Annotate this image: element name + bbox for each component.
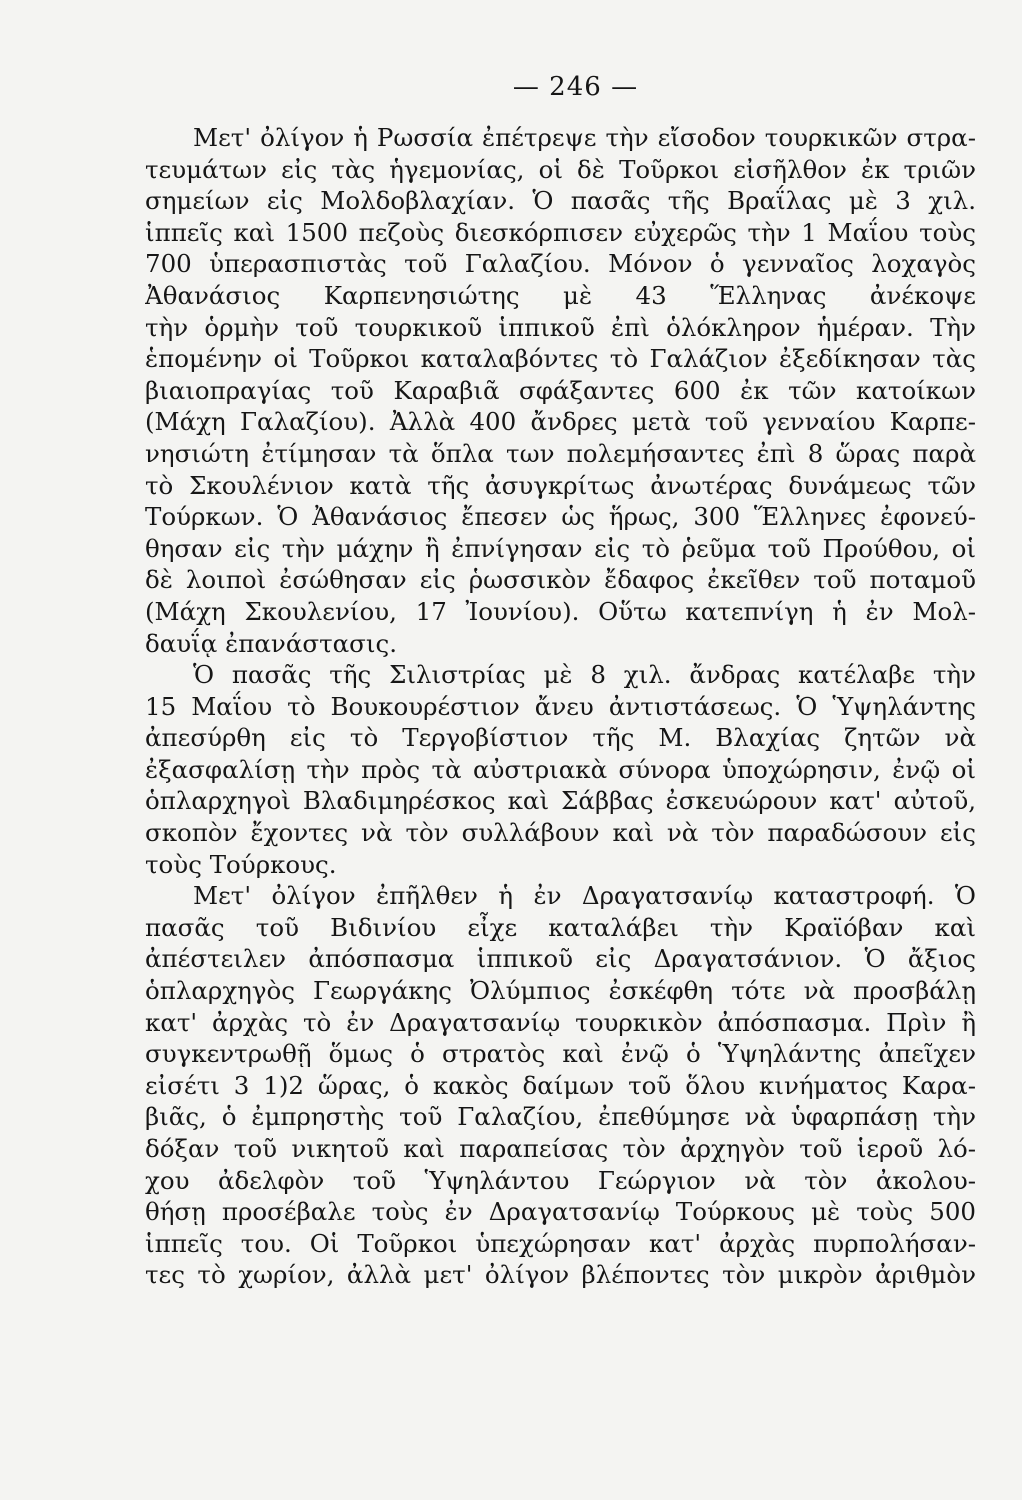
text-line: τὴν ὁρμὴν τοῦ τουρκικοῦ ἱππικοῦ ἐπὶ ὁλόκληρον ἡμέραν. Τὴν <box>145 312 976 342</box>
text-line: ἀπεσύρθη εἰς τὸ Τεργοβίστιον τῆς Μ. Βλαχίας ζητῶν νὰ <box>145 723 976 753</box>
text-line: βιαιοπραγίας τοῦ Καραβιᾶ σφάξαντες 600 ἐκ τῶν κατοίκων <box>145 375 976 405</box>
text-line: Ἀθανάσιος Καρπενησιώτης μὲ 43 Ἕλληνας ἀνέκοψε <box>145 280 976 310</box>
text-line: δαυΐᾳ ἐπανάστασις. <box>145 628 398 658</box>
text-line: 700 ὑπερασπιστὰς τοῦ Γαλαζίου. Μόνον ὁ γενναῖος λοχαγὸς <box>145 249 976 279</box>
text-line: τοὺς Τούρκους. <box>145 849 337 879</box>
text-line: σκοπὸν ἔχοντες νὰ τὸν συλλάβουν καὶ νὰ τὸν παραδώσουν εἰς <box>145 818 976 848</box>
text-line: (Μάχη Σκουλενίου, 17 Ἰουνίου). Οὕτω κατεπνίγη ἡ ἐν Μολ- <box>145 596 976 626</box>
text-line: ἱππεῖς καὶ 1500 πεζοὺς διεσκόρπισεν εὐχερῶς τὴν 1 Μαΐου τοὺς <box>145 217 976 247</box>
text-line: ὁπλαρχηγοὶ Βλαδιμηρέσκος καὶ Σάββας ἐσκευώρουν κατ' αὐτοῦ, <box>145 786 976 816</box>
text-line: (Μάχη Γαλαζίου). Ἀλλὰ 400 ἄνδρες μετὰ τοῦ γενναίου Καρπε- <box>145 407 976 437</box>
text-line: δόξαν τοῦ νικητοῦ καὶ παραπείσας τὸν ἀρχηγὸν τοῦ ἱεροῦ λό- <box>145 1134 976 1163</box>
text-line: εἰσέτι 3 1)2 ὥρας, ὁ κακὸς δαίμων τοῦ ὅλου κινήματος Καρα- <box>145 1070 976 1100</box>
text-line: τες τὸ χωρίον, ἀλλὰ μετ' ὀλίγον βλέποντες τὸν μικρὸν ἀριθμὸν <box>145 1260 976 1290</box>
text-line: τευμάτων εἰς τὰς ἡγεμονίας, οἱ δὲ Τοῦρκοι εἰσῆλθον ἐκ τριῶν <box>145 154 976 184</box>
text-line: ἀπέστειλεν ἀπόσπασμα ἱππικοῦ εἰς Δραγατσάνιον. Ὁ ἄξιος <box>145 944 976 974</box>
text-line: ἱππεῖς του. Οἱ Τοῦρκοι ὑπεχώρησαν κατ' ἀρχὰς πυρπολήσαν- <box>145 1228 976 1258</box>
text-line: βιᾶς, ὁ ἐμπρηστὴς τοῦ Γαλαζίου, ἐπεθύμησε νὰ ὑφαρπάσῃ τὴν <box>145 1102 976 1132</box>
text-line: ἐξασφαλίσῃ τὴν πρὸς τὰ αὐστριακὰ σύνορα ὑποχώρησιν, ἐνῷ οἱ <box>145 754 976 784</box>
text-line: θήσῃ προσέβαλε τοὺς ἐν Δραγατσανίῳ Τούρκους μὲ τοὺς 500 <box>145 1197 976 1227</box>
body-text <box>145 122 976 1291</box>
text-line: Μετ' ὀλίγον ἐπῆλθεν ἡ ἐν Δραγατσανίῳ καταστροφή. Ὁ <box>193 881 976 911</box>
text-line: συγκεντρωθῇ ὅμως ὁ στρατὸς καὶ ἐνῷ ὁ Ὑψηλάντης ἀπεῖχεν <box>145 1039 976 1069</box>
text-line: Τούρκων. Ὁ Ἀθανάσιος ἔπεσεν ὡς ἥρως, 300 Ἕλληνες ἐφονεύ- <box>145 502 976 532</box>
text-line: θησαν εἰς τὴν μάχην ἢ ἐπνίγησαν εἰς τὸ ῥεῦμα τοῦ Προύθου, οἱ <box>145 533 976 563</box>
text-line: ἑπομένην οἱ Τοῦρκοι καταλαβόντες τὸ Γαλάζιον ἐξεδίκησαν τὰς <box>145 344 976 374</box>
text-line: δὲ λοιποὶ ἐσώθησαν εἰς ῥωσσικὸν ἔδαφος ἐκεῖθεν τοῦ ποταμοῦ <box>145 565 976 595</box>
text-line: πασᾶς τοῦ Βιδινίου εἶχε καταλάβει τὴν Κραϊόβαν καὶ <box>145 912 976 942</box>
text-line: 15 Μαΐου τὸ Βουκουρέστιον ἄνευ ἀντιστάσεως. Ὁ Ὑψηλάντης <box>145 691 976 721</box>
text-line: νησιώτη ἐτίμησαν τὰ ὅπλα των πολεμήσαντες ἐπὶ 8 ὥρας παρὰ <box>145 438 976 468</box>
paragraph-1 <box>145 122 976 659</box>
text-line: Ὁ πασᾶς τῆς Σιλιστρίας μὲ 8 χιλ. ἄνδρας κατέλαβε τὴν <box>193 660 976 690</box>
paragraph-2 <box>145 659 976 880</box>
page-number: — 246 — <box>512 72 639 102</box>
text-line: Μετ' ὀλίγον ἡ Ρωσσία ἐπέτρεψε τὴν εἴσοδον τουρκικῶν στρα- <box>193 123 976 152</box>
text-line: σημείων εἰς Μολδοβλαχίαν. Ὁ πασᾶς τῆς Βραΐλας μὲ 3 χιλ. <box>145 186 976 216</box>
paragraph-3 <box>145 880 976 1291</box>
text-line: ὁπλαρχηγὸς Γεωργάκης Ὀλύμπιος ἐσκέφθη τότε νὰ προσβάλῃ <box>145 976 976 1006</box>
text-line: κατ' ἀρχὰς τὸ ἐν Δραγατσανίῳ τουρκικὸν ἀπόσπασμα. Πρὶν ἢ <box>145 1007 976 1037</box>
text-line: τὸ Σκουλένιον κατὰ τῆς ἀσυγκρίτως ἀνωτέρας δυνάμεως τῶν <box>145 470 976 500</box>
text-line: χου ἀδελφὸν τοῦ Ὑψηλάντου Γεώργιον νὰ τὸν ἀκολου- <box>145 1165 976 1195</box>
